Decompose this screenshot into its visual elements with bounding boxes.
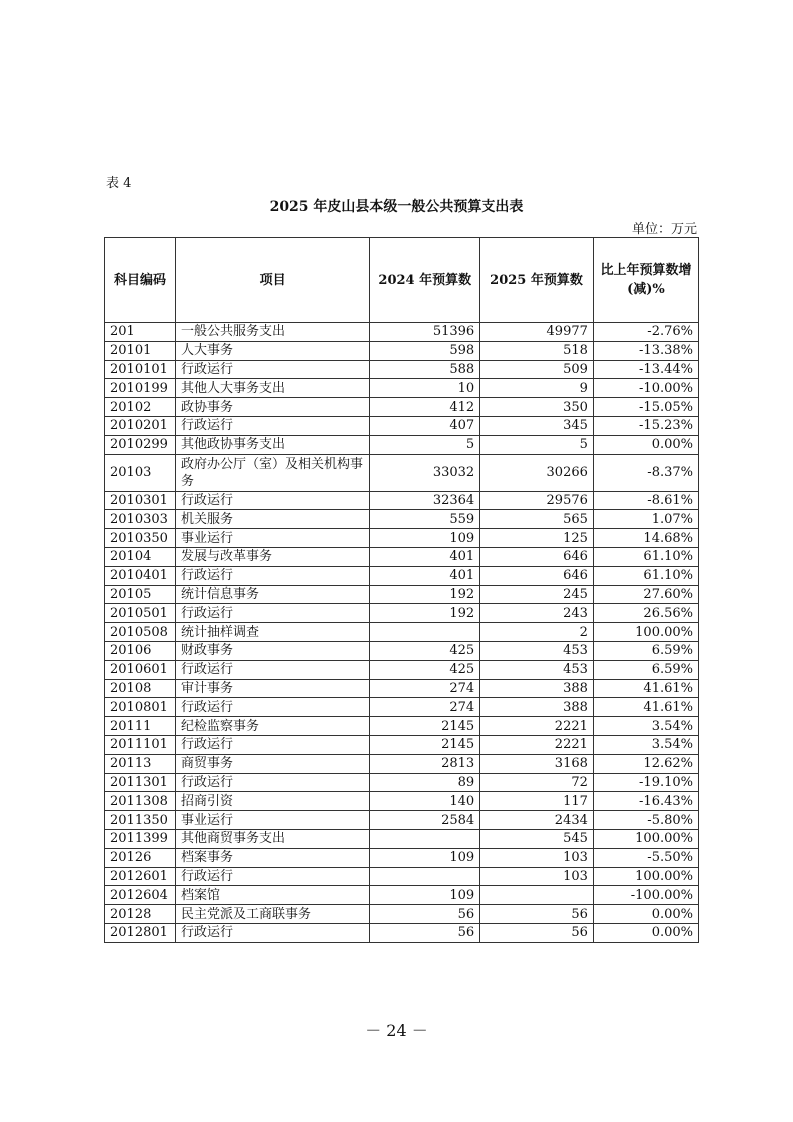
table-row: [105, 905, 699, 924]
row-item-name: 一般公共服务支出: [175, 323, 369, 342]
row-item-name: 行政运行: [175, 735, 369, 754]
row-item-name: 统计抽样调查: [175, 623, 369, 642]
row-budget-2025: 243: [480, 604, 594, 623]
row-budget-2025: 72: [480, 773, 594, 792]
table-row: [105, 641, 699, 660]
row-budget-2025: 509: [480, 360, 594, 379]
row-budget-2025: 388: [480, 698, 594, 717]
row-item-name: 行政运行: [175, 923, 369, 942]
row-change-percent: -8.61%: [593, 491, 698, 510]
row-code: 2012801: [105, 923, 176, 942]
row-change-percent: 3.54%: [593, 717, 698, 736]
row-budget-2024: 140: [370, 792, 480, 811]
table-row: [105, 323, 699, 342]
table-row: [105, 773, 699, 792]
row-item-name: 纪检监察事务: [175, 717, 369, 736]
row-code: 20103: [105, 454, 176, 491]
row-budget-2024: 2584: [370, 811, 480, 830]
row-budget-2024: [370, 829, 480, 848]
page-number: － 24 －: [365, 1021, 428, 1040]
row-budget-2025: 545: [480, 829, 594, 848]
row-item-name: 政府办公厅（室）及相关机构事务: [175, 454, 369, 491]
row-code: 2010199: [105, 379, 176, 398]
table-row: [105, 698, 699, 717]
row-budget-2024: 407: [370, 416, 480, 435]
row-change-percent: 100.00%: [593, 829, 698, 848]
row-code: 20102: [105, 398, 176, 417]
row-budget-2025: 388: [480, 679, 594, 698]
row-budget-2025: 2: [480, 623, 594, 642]
row-change-percent: -13.38%: [593, 341, 698, 360]
row-item-name: 档案馆: [175, 886, 369, 905]
row-budget-2025: 125: [480, 529, 594, 548]
row-budget-2024: 109: [370, 529, 480, 548]
row-change-percent: 61.10%: [593, 547, 698, 566]
table-row: [105, 848, 699, 867]
row-item-name: 其他人大事务支出: [175, 379, 369, 398]
row-budget-2025: 103: [480, 848, 594, 867]
header-budget-2024: 2024 年预算数: [370, 238, 480, 323]
row-budget-2025: 2221: [480, 717, 594, 736]
row-change-percent: 100.00%: [593, 623, 698, 642]
row-change-percent: 27.60%: [593, 585, 698, 604]
row-change-percent: 12.62%: [593, 754, 698, 773]
row-code: 20104: [105, 547, 176, 566]
table-row: [105, 398, 699, 417]
row-budget-2025: 565: [480, 510, 594, 529]
row-budget-2025: 49977: [480, 323, 594, 342]
table-row: [105, 811, 699, 830]
table-row: [105, 547, 699, 566]
row-item-name: 行政运行: [175, 416, 369, 435]
row-change-percent: 41.61%: [593, 679, 698, 698]
row-change-percent: -16.43%: [593, 792, 698, 811]
row-item-name: 统计信息事务: [175, 585, 369, 604]
row-code: 2011301: [105, 773, 176, 792]
row-budget-2024: 412: [370, 398, 480, 417]
row-change-percent: -8.37%: [593, 454, 698, 491]
row-budget-2024: 192: [370, 604, 480, 623]
table-row: [105, 867, 699, 886]
table-row: [105, 829, 699, 848]
row-change-percent: -13.44%: [593, 360, 698, 379]
table-row: [105, 623, 699, 642]
row-code: 2011101: [105, 735, 176, 754]
row-change-percent: 0.00%: [593, 923, 698, 942]
page-title: 2025 年皮山县本级一般公共预算支出表: [269, 199, 524, 215]
row-budget-2024: 2145: [370, 717, 480, 736]
row-code: 2010508: [105, 623, 176, 642]
row-item-name: 事业运行: [175, 529, 369, 548]
row-budget-2025: 345: [480, 416, 594, 435]
row-code: 201: [105, 323, 176, 342]
row-item-name: 机关服务: [175, 510, 369, 529]
row-change-percent: -19.10%: [593, 773, 698, 792]
header-item: 项目: [175, 238, 369, 323]
table-row: [105, 360, 699, 379]
row-budget-2024: 401: [370, 547, 480, 566]
row-code: 20105: [105, 585, 176, 604]
row-code: 2010401: [105, 566, 176, 585]
row-code: 2011399: [105, 829, 176, 848]
row-code: 2010101: [105, 360, 176, 379]
row-budget-2025: 453: [480, 641, 594, 660]
table-row: [105, 886, 699, 905]
row-budget-2024: 2813: [370, 754, 480, 773]
row-item-name: 行政运行: [175, 867, 369, 886]
row-budget-2024: 109: [370, 848, 480, 867]
row-item-name: 审计事务: [175, 679, 369, 698]
row-code: 20113: [105, 754, 176, 773]
row-code: 2012601: [105, 867, 176, 886]
row-change-percent: 41.61%: [593, 698, 698, 717]
row-budget-2024: 588: [370, 360, 480, 379]
header-code: 科目编码: [105, 238, 176, 323]
row-item-name: 发展与改革事务: [175, 547, 369, 566]
row-code: 20126: [105, 848, 176, 867]
row-code: 2010350: [105, 529, 176, 548]
row-budget-2025: 453: [480, 660, 594, 679]
row-budget-2025: 117: [480, 792, 594, 811]
row-budget-2024: 2145: [370, 735, 480, 754]
row-budget-2024: 274: [370, 698, 480, 717]
row-item-name: 行政运行: [175, 491, 369, 510]
row-budget-2025: 30266: [480, 454, 594, 491]
row-code: 2010801: [105, 698, 176, 717]
row-budget-2024: 109: [370, 886, 480, 905]
table-row: [105, 923, 699, 942]
row-item-name: 行政运行: [175, 698, 369, 717]
row-budget-2025: 2434: [480, 811, 594, 830]
row-code: 2010501: [105, 604, 176, 623]
row-code: 2011308: [105, 792, 176, 811]
row-budget-2024: 5: [370, 435, 480, 454]
row-change-percent: 6.59%: [593, 641, 698, 660]
row-code: 2010601: [105, 660, 176, 679]
row-budget-2024: 425: [370, 641, 480, 660]
table-row: [105, 379, 699, 398]
row-budget-2025: 2221: [480, 735, 594, 754]
unit-label: 单位：万元: [631, 222, 697, 237]
table-row: [105, 529, 699, 548]
table-row: [105, 491, 699, 510]
row-change-percent: 0.00%: [593, 905, 698, 924]
row-change-percent: 3.54%: [593, 735, 698, 754]
row-budget-2025: 646: [480, 547, 594, 566]
row-item-name: 民主党派及工商联事务: [175, 905, 369, 924]
row-change-percent: 61.10%: [593, 566, 698, 585]
row-change-percent: 14.68%: [593, 529, 698, 548]
row-budget-2025: 518: [480, 341, 594, 360]
row-budget-2024: 56: [370, 923, 480, 942]
header-change-percent: 比上年预算数增 (减)%: [593, 238, 698, 323]
row-item-name: 其他商贸事务支出: [175, 829, 369, 848]
row-budget-2024: 51396: [370, 323, 480, 342]
row-change-percent: -10.00%: [593, 379, 698, 398]
row-code: 20128: [105, 905, 176, 924]
row-budget-2024: 192: [370, 585, 480, 604]
row-change-percent: 6.59%: [593, 660, 698, 679]
row-budget-2025: [480, 886, 594, 905]
header-budget-2025: 2025 年预算数: [480, 238, 594, 323]
row-budget-2024: 598: [370, 341, 480, 360]
row-code: 2010201: [105, 416, 176, 435]
row-budget-2025: 350: [480, 398, 594, 417]
row-budget-2024: 401: [370, 566, 480, 585]
row-budget-2025: 103: [480, 867, 594, 886]
row-budget-2025: 646: [480, 566, 594, 585]
row-budget-2024: 89: [370, 773, 480, 792]
row-code: 2012604: [105, 886, 176, 905]
table-row: [105, 792, 699, 811]
row-budget-2024: 10: [370, 379, 480, 398]
table-row: [105, 717, 699, 736]
row-budget-2025: 56: [480, 923, 594, 942]
row-change-percent: 100.00%: [593, 867, 698, 886]
table-row: [105, 735, 699, 754]
row-code: 20101: [105, 341, 176, 360]
table-row: [105, 510, 699, 529]
table-row: [105, 754, 699, 773]
row-code: 20106: [105, 641, 176, 660]
row-change-percent: 26.56%: [593, 604, 698, 623]
row-budget-2024: 274: [370, 679, 480, 698]
row-item-name: 行政运行: [175, 660, 369, 679]
row-item-name: 政协事务: [175, 398, 369, 417]
row-code: 2010301: [105, 491, 176, 510]
table-row: [105, 660, 699, 679]
row-budget-2024: 32364: [370, 491, 480, 510]
row-code: 2010299: [105, 435, 176, 454]
row-budget-2025: 56: [480, 905, 594, 924]
table-row: [105, 585, 699, 604]
row-budget-2024: 56: [370, 905, 480, 924]
row-code: 2011350: [105, 811, 176, 830]
row-budget-2025: 29576: [480, 491, 594, 510]
row-budget-2025: 9: [480, 379, 594, 398]
row-item-name: 行政运行: [175, 604, 369, 623]
row-code: 2010303: [105, 510, 176, 529]
row-change-percent: -2.76%: [593, 323, 698, 342]
table-row: [105, 416, 699, 435]
table-row: [105, 566, 699, 585]
row-code: 20111: [105, 717, 176, 736]
row-budget-2025: 3168: [480, 754, 594, 773]
budget-table: [104, 237, 699, 943]
row-budget-2024: [370, 867, 480, 886]
row-change-percent: 1.07%: [593, 510, 698, 529]
table-row: [105, 679, 699, 698]
row-item-name: 财政事务: [175, 641, 369, 660]
row-item-name: 行政运行: [175, 773, 369, 792]
row-budget-2024: 425: [370, 660, 480, 679]
row-item-name: 档案事务: [175, 848, 369, 867]
row-change-percent: -5.50%: [593, 848, 698, 867]
row-item-name: 人大事务: [175, 341, 369, 360]
table-header-row: [105, 238, 699, 323]
row-item-name: 行政运行: [175, 360, 369, 379]
row-code: 20108: [105, 679, 176, 698]
table-row: [105, 341, 699, 360]
row-budget-2025: 245: [480, 585, 594, 604]
row-budget-2024: 33032: [370, 454, 480, 491]
row-budget-2024: [370, 623, 480, 642]
row-item-name: 商贸事务: [175, 754, 369, 773]
table-row: [105, 454, 699, 491]
row-budget-2024: 559: [370, 510, 480, 529]
table-number-label: 表 4: [106, 176, 132, 191]
row-change-percent: -15.05%: [593, 398, 698, 417]
row-change-percent: -5.80%: [593, 811, 698, 830]
row-item-name: 招商引资: [175, 792, 369, 811]
row-item-name: 事业运行: [175, 811, 369, 830]
row-item-name: 其他政协事务支出: [175, 435, 369, 454]
row-item-name: 行政运行: [175, 566, 369, 585]
row-change-percent: -100.00%: [593, 886, 698, 905]
row-budget-2025: 5: [480, 435, 594, 454]
row-change-percent: 0.00%: [593, 435, 698, 454]
table-row: [105, 604, 699, 623]
row-change-percent: -15.23%: [593, 416, 698, 435]
table-row: [105, 435, 699, 454]
